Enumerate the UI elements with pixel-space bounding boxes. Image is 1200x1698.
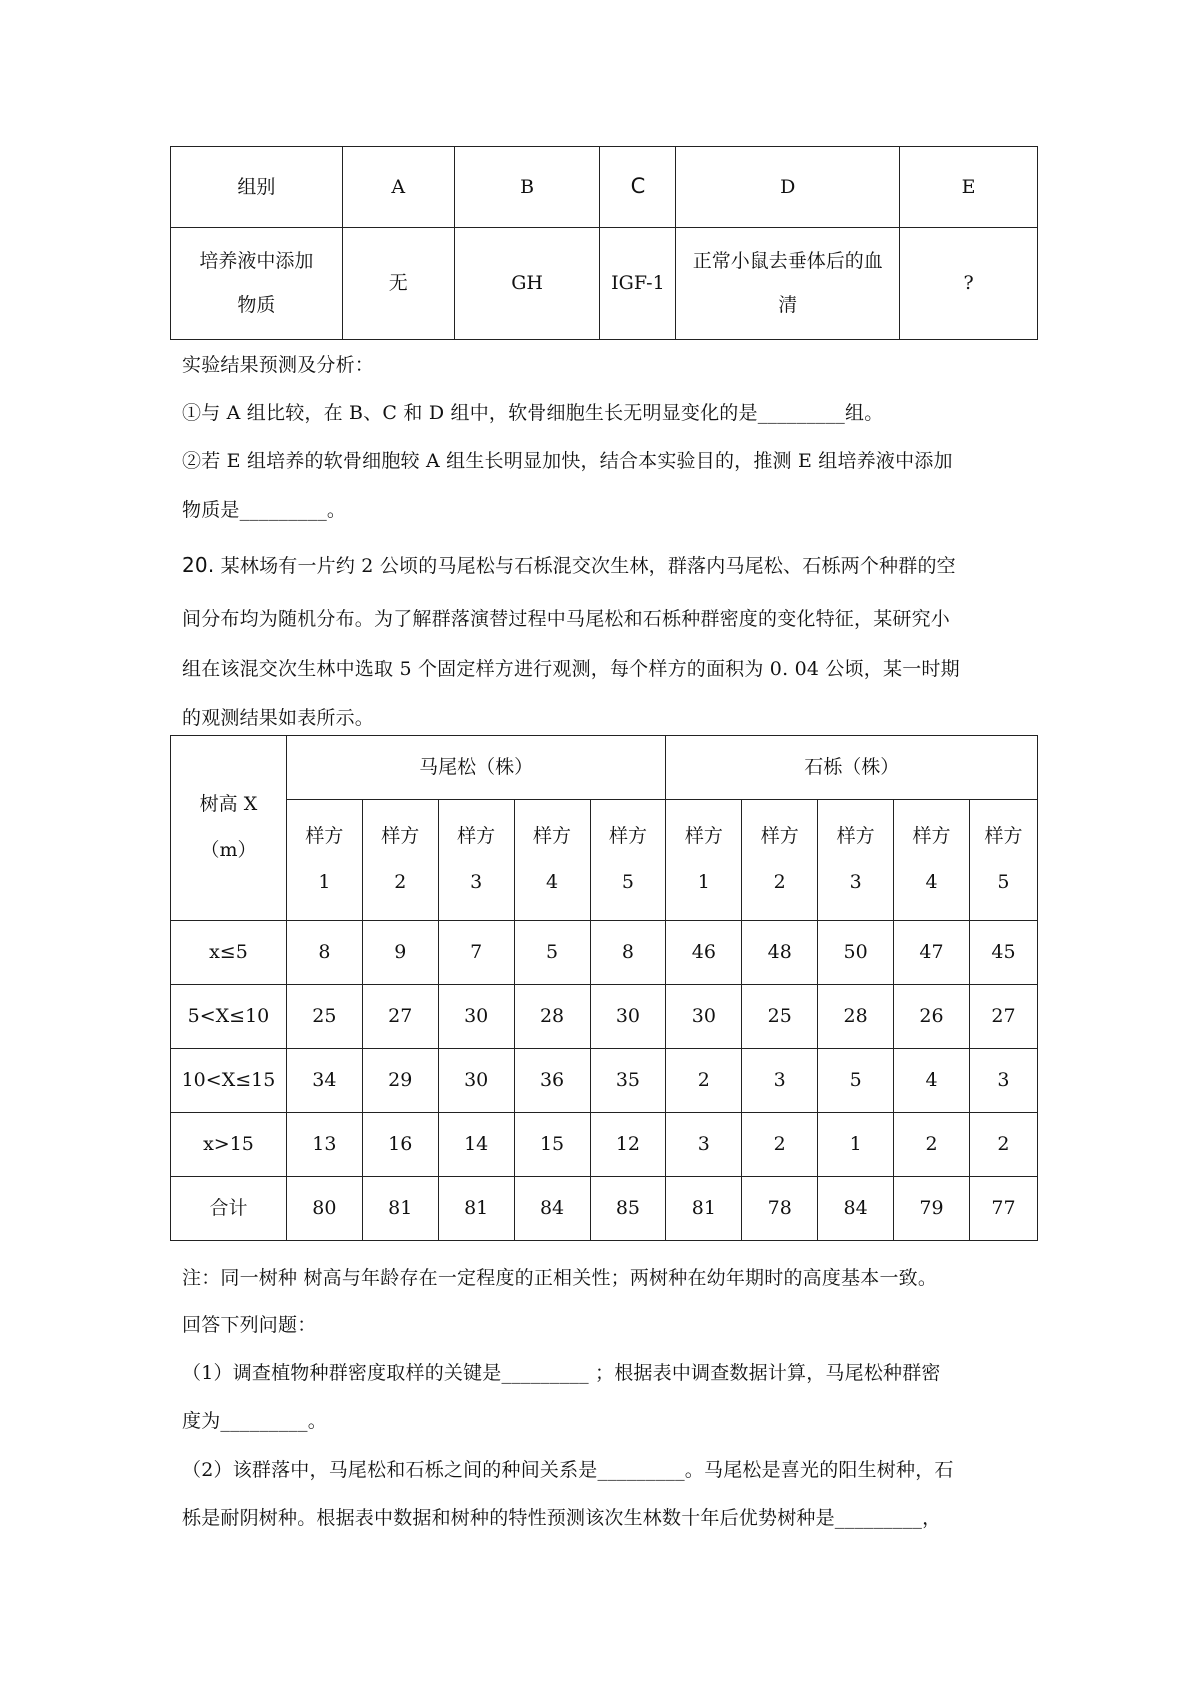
plot-header: 样方1 xyxy=(286,800,362,921)
count-cell: 5 xyxy=(818,1049,894,1113)
experiment-question-1: ①与 A 组比较，在 B、C 和 D 组中，软骨细胞生长无明显变化的是_________组。 xyxy=(182,402,884,424)
experiment-question-2-line2: 物质是_________。 xyxy=(182,499,347,521)
count-cell: 30 xyxy=(438,1049,514,1113)
count-cell: 84 xyxy=(818,1177,894,1241)
height-class-cell: x>15 xyxy=(171,1113,287,1177)
count-cell: 81 xyxy=(362,1177,438,1241)
plot-header: 样方2 xyxy=(742,800,818,921)
count-cell: 47 xyxy=(894,921,970,985)
sub-question-1-line2: 度为_________。 xyxy=(182,1410,327,1432)
table-row xyxy=(171,985,1038,1049)
plot-header: 样方2 xyxy=(362,800,438,921)
count-cell: 36 xyxy=(514,1049,590,1113)
count-cell: 28 xyxy=(514,985,590,1049)
count-cell: 27 xyxy=(969,985,1037,1049)
plot-header: 样方5 xyxy=(590,800,666,921)
question-20-line4: 的观测结果如表所示。 xyxy=(182,707,375,729)
count-cell: 8 xyxy=(286,921,362,985)
group-cell: C xyxy=(600,147,676,228)
count-cell: 2 xyxy=(894,1113,970,1177)
table-row xyxy=(171,228,1038,340)
count-cell: 1 xyxy=(818,1113,894,1177)
group-cell: E xyxy=(900,147,1038,228)
count-cell: 12 xyxy=(590,1113,666,1177)
count-cell: 9 xyxy=(362,921,438,985)
count-cell: 27 xyxy=(362,985,438,1049)
count-cell: 14 xyxy=(438,1113,514,1177)
count-cell: 26 xyxy=(894,985,970,1049)
question-20-line1 xyxy=(182,551,956,578)
table-note: 注：同一树种 树高与年龄存在一定程度的正相关性；两树种在幼年期时的高度基本一致。 xyxy=(182,1267,938,1289)
plot-header: 样方1 xyxy=(666,800,742,921)
plot-header: 样方3 xyxy=(438,800,514,921)
plot-header: 样方4 xyxy=(514,800,590,921)
substance-cell: GH xyxy=(454,228,600,340)
experiment-title: 实验结果预测及分析： xyxy=(182,354,375,376)
question-20-line3: 组在该混交次生林中选取 5 个固定样方进行观测，每个样方的面积为 0. 04 公顷，某一时期 xyxy=(182,658,960,680)
count-cell: 2 xyxy=(969,1113,1037,1177)
table-row xyxy=(171,1113,1038,1177)
count-cell: 2 xyxy=(742,1113,818,1177)
answer-prompt: 回答下列问题： xyxy=(182,1314,317,1336)
count-cell: 25 xyxy=(286,985,362,1049)
sub-question-2-line2: 栎是耐阴树种。根据表中数据和树种的特性预测该次生林数十年后优势树种是_________， xyxy=(182,1507,942,1529)
count-cell: 77 xyxy=(969,1177,1037,1241)
plot-header: 样方3 xyxy=(818,800,894,921)
question-20-text: 某林场有一片约 2 公顷的马尾松与石栎混交次生林，群落内马尾松、石栎两个种群的空 xyxy=(220,555,956,577)
substance-cell: 正常小鼠去垂体后的血清 xyxy=(676,228,900,340)
substance-cell: 无 xyxy=(342,228,454,340)
count-cell: 50 xyxy=(818,921,894,985)
count-cell: 46 xyxy=(666,921,742,985)
count-cell: 29 xyxy=(362,1049,438,1113)
count-cell: 85 xyxy=(590,1177,666,1241)
group-cell: A xyxy=(342,147,454,228)
question-number: 20. xyxy=(182,553,215,577)
substance-cell: ? xyxy=(900,228,1038,340)
count-cell: 48 xyxy=(742,921,818,985)
count-cell: 78 xyxy=(742,1177,818,1241)
group-cell: D xyxy=(676,147,900,228)
plot-header: 样方4 xyxy=(894,800,970,921)
count-cell: 3 xyxy=(666,1113,742,1177)
count-cell: 3 xyxy=(742,1049,818,1113)
sub-question-2-line1: （2）该群落中，马尾松和石栎之间的种间关系是_________。马尾松是喜光的阳生树种，石 xyxy=(182,1459,954,1481)
plot-header: 样方5 xyxy=(969,800,1037,921)
count-cell: 3 xyxy=(969,1049,1037,1113)
count-cell: 30 xyxy=(590,985,666,1049)
count-cell: 30 xyxy=(666,985,742,1049)
sub-question-1-line1: （1）调查植物种群密度取样的关键是_________ ；根据表中调查数据计算，马尾松种群密 xyxy=(182,1362,941,1384)
count-cell: 81 xyxy=(666,1177,742,1241)
count-cell: 7 xyxy=(438,921,514,985)
tree-height-table xyxy=(170,735,1038,1241)
group-header-cell: 组别 xyxy=(171,147,343,228)
tree-height-header: 树高 X（m） xyxy=(171,736,287,921)
count-cell: 80 xyxy=(286,1177,362,1241)
substance-header-cell: 培养液中添加物质 xyxy=(171,228,343,340)
count-cell: 28 xyxy=(818,985,894,1049)
species-header-masson-pine: 马尾松（株） xyxy=(286,736,665,800)
table-row xyxy=(171,147,1038,228)
count-cell: 15 xyxy=(514,1113,590,1177)
tree-height-data-rows xyxy=(171,921,1038,1241)
count-cell: 84 xyxy=(514,1177,590,1241)
species-header-lithocarpus: 石栎（株） xyxy=(666,736,1038,800)
count-cell: 45 xyxy=(969,921,1037,985)
question-20-line2: 间分布均为随机分布。为了解群落演替过程中马尾松和石栎种群密度的变化特征，某研究小 xyxy=(182,608,951,630)
group-cell: B xyxy=(454,147,600,228)
table-row xyxy=(171,921,1038,985)
count-cell: 35 xyxy=(590,1049,666,1113)
count-cell: 5 xyxy=(514,921,590,985)
count-cell: 79 xyxy=(894,1177,970,1241)
table-row xyxy=(171,800,1038,921)
height-class-cell: 5<X≤10 xyxy=(171,985,287,1049)
substance-cell: IGF-1 xyxy=(600,228,676,340)
table-row xyxy=(171,1177,1038,1241)
count-cell: 8 xyxy=(590,921,666,985)
count-cell: 81 xyxy=(438,1177,514,1241)
table-row xyxy=(171,1049,1038,1113)
height-class-cell: 合计 xyxy=(171,1177,287,1241)
height-class-cell: 10<X≤15 xyxy=(171,1049,287,1113)
count-cell: 2 xyxy=(666,1049,742,1113)
culture-groups-table xyxy=(170,146,1038,340)
count-cell: 25 xyxy=(742,985,818,1049)
count-cell: 4 xyxy=(894,1049,970,1113)
count-cell: 34 xyxy=(286,1049,362,1113)
table-row xyxy=(171,736,1038,800)
count-cell: 30 xyxy=(438,985,514,1049)
count-cell: 16 xyxy=(362,1113,438,1177)
count-cell: 13 xyxy=(286,1113,362,1177)
experiment-question-2-line1: ②若 E 组培养的软骨细胞较 A 组生长明显加快，结合本实验目的，推测 E 组培养液中添加 xyxy=(182,450,953,472)
height-class-cell: x≤5 xyxy=(171,921,287,985)
